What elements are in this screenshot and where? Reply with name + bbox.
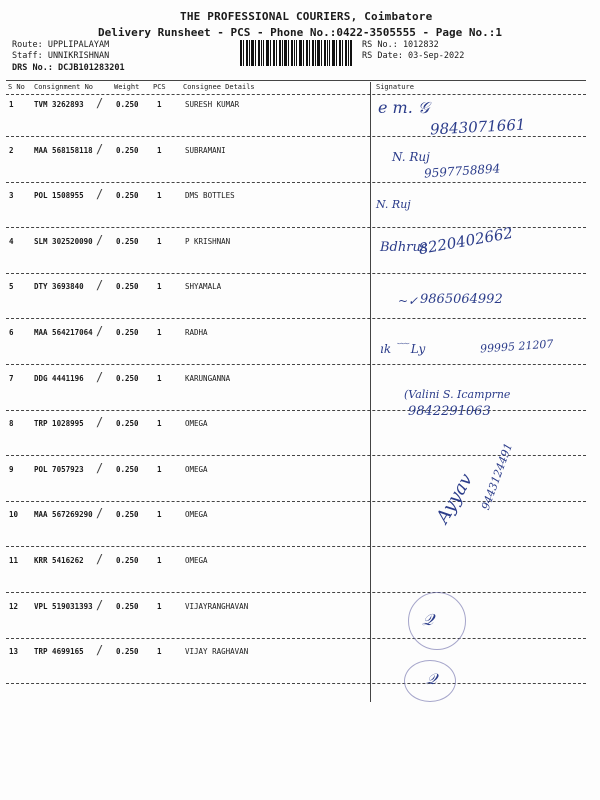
cell-consignment: TRP 4699165 bbox=[34, 647, 84, 657]
table-top-border bbox=[6, 80, 586, 81]
cell-sno: 11 bbox=[9, 556, 19, 565]
signature-column-divider bbox=[370, 82, 371, 702]
signature-row-1: e m. 𝒢 bbox=[378, 98, 430, 117]
runsheet-subtitle: Delivery Runsheet - PCS - Phone No.:0422-3505555 - Page No.:1 bbox=[98, 26, 502, 39]
row-divider bbox=[6, 136, 586, 137]
route-label: Route: UPPLIPALAYAM bbox=[12, 40, 110, 50]
row-divider bbox=[6, 364, 586, 365]
cell-pcs: 1 bbox=[157, 100, 162, 109]
handwritten-phone-row-2: 9597758894 bbox=[423, 161, 501, 181]
cell-pcs: 1 bbox=[157, 145, 162, 155]
handwritten-phone-row-5: 9865064992 bbox=[420, 292, 503, 307]
cell-consignment: MAA 567269290 bbox=[34, 510, 93, 520]
cell-pcs: 1 bbox=[157, 282, 162, 292]
row-divider bbox=[6, 182, 586, 183]
row-divider bbox=[6, 546, 586, 547]
cell-consignment: TRP 1028995 bbox=[34, 419, 84, 429]
cell-weight: 0.250 bbox=[116, 556, 139, 565]
cell-weight: 0.250 bbox=[116, 100, 139, 109]
cell-weight: 0.250 bbox=[116, 373, 139, 383]
cell-consignee: SUBRAMANI bbox=[185, 145, 226, 155]
rs-date: RS Date: 03-Sep-2022 bbox=[362, 51, 465, 61]
handwritten-phone-row-9: 9443124491 bbox=[478, 441, 516, 512]
check-mark-icon: / bbox=[96, 96, 104, 110]
signature-row-7: (Valini S. Icamprne bbox=[404, 388, 511, 401]
cell-weight: 0.250 bbox=[116, 601, 139, 611]
cell-weight: 0.250 bbox=[116, 419, 139, 429]
handwritten-phone-row-6: 99995 21207 bbox=[479, 337, 554, 356]
col-header-consignment: Consignment No bbox=[34, 83, 94, 91]
check-mark-icon: / bbox=[96, 460, 104, 475]
cell-pcs: 1 bbox=[157, 601, 162, 611]
cell-sno: 8 bbox=[9, 419, 14, 429]
cell-sno: 9 bbox=[9, 464, 14, 474]
check-mark-icon: / bbox=[96, 552, 104, 566]
header-divider bbox=[6, 94, 586, 95]
col-header-sno: S No bbox=[8, 83, 25, 91]
cell-consignment: MAA 564217064 bbox=[34, 328, 93, 337]
cell-consignee: VIJAY RAGHAVAN bbox=[185, 647, 249, 657]
cell-pcs: 1 bbox=[157, 373, 162, 383]
cell-consignee: P KRISHNAN bbox=[185, 236, 231, 246]
col-header-weight: Weight bbox=[114, 83, 140, 91]
runsheet-title: THE PROFESSIONAL COURIERS, Coimbatore bbox=[180, 10, 433, 23]
row-divider bbox=[6, 410, 586, 411]
cell-consignment: POL 1508955 bbox=[34, 191, 84, 201]
cell-pcs: 1 bbox=[157, 419, 162, 429]
check-mark-icon: / bbox=[96, 232, 104, 247]
row-divider bbox=[6, 501, 586, 502]
cell-consignment: MAA 568158118 bbox=[34, 145, 93, 155]
signature-row-6: ı᠎k ﹋ Ly bbox=[380, 342, 426, 356]
seal-stamp-row-12 bbox=[408, 592, 466, 650]
cell-sno: 5 bbox=[9, 282, 14, 292]
cell-consignment: VPL 519031393 bbox=[34, 601, 93, 611]
cell-weight: 0.250 bbox=[116, 282, 139, 292]
cell-pcs: 1 bbox=[157, 236, 162, 246]
cell-consignee: OMEGA bbox=[185, 556, 208, 565]
cell-sno: 6 bbox=[9, 328, 14, 337]
cell-pcs: 1 bbox=[157, 556, 162, 565]
cell-sno: 4 bbox=[9, 236, 14, 246]
cell-sno: 12 bbox=[9, 601, 19, 611]
cell-sno: 10 bbox=[9, 510, 19, 520]
row-divider bbox=[6, 638, 586, 639]
check-mark-icon: / bbox=[96, 415, 104, 430]
cell-consignee: DMS BOTTLES bbox=[185, 191, 235, 201]
row-divider bbox=[6, 273, 586, 274]
signature-row-3: N. Ruj bbox=[376, 198, 411, 211]
cell-weight: 0.250 bbox=[116, 510, 139, 520]
signature-row-13: 𝒬 bbox=[426, 670, 437, 688]
cell-weight: 0.250 bbox=[116, 647, 139, 657]
signature-row-5: ~✓ bbox=[398, 294, 419, 308]
cell-weight: 0.250 bbox=[116, 328, 139, 337]
cell-weight: 0.250 bbox=[116, 464, 139, 474]
cell-consignee: VIJAYRANGHAVAN bbox=[185, 601, 249, 611]
signature-row-2: N. Ruj bbox=[392, 150, 430, 164]
cell-consignment: DTY 3693840 bbox=[34, 282, 84, 292]
handwritten-phone-row-4: 8220402662 bbox=[417, 223, 515, 259]
cell-pcs: 1 bbox=[157, 464, 162, 474]
cell-sno: 2 bbox=[9, 145, 14, 155]
cell-consignee: SHYAMALA bbox=[185, 282, 222, 292]
drs-number: DRS No.: DCJB101283201 bbox=[12, 63, 125, 73]
col-header-consignee: Consignee Details bbox=[183, 83, 255, 91]
cell-consignee: SURESH KUMAR bbox=[185, 100, 240, 109]
cell-consignee: RADHA bbox=[185, 328, 208, 337]
rs-number: RS No.: 1012832 bbox=[362, 40, 439, 50]
row-divider bbox=[6, 318, 586, 319]
cell-consignee: OMEGA bbox=[185, 510, 208, 520]
check-mark-icon: / bbox=[96, 643, 104, 658]
cell-weight: 0.250 bbox=[116, 236, 139, 246]
barcode-image bbox=[240, 40, 352, 66]
cell-pcs: 1 bbox=[157, 191, 162, 201]
cell-sno: 7 bbox=[9, 373, 14, 383]
cell-sno: 3 bbox=[9, 191, 14, 201]
cell-consignment: KRR 5416262 bbox=[34, 556, 84, 565]
signature-row-9: Ayyav bbox=[432, 470, 478, 527]
cell-weight: 0.250 bbox=[116, 191, 139, 201]
check-mark-icon: / bbox=[96, 187, 104, 202]
col-header-pcs: PCS bbox=[153, 83, 166, 91]
handwritten-phone-row-7: 9842291063 bbox=[408, 404, 491, 419]
cell-pcs: 1 bbox=[157, 328, 162, 337]
row-divider bbox=[6, 683, 586, 684]
cell-consignment: SLM 302520090 bbox=[34, 236, 93, 246]
check-mark-icon: / bbox=[96, 141, 104, 156]
check-mark-icon: / bbox=[96, 324, 104, 338]
check-mark-icon: / bbox=[96, 369, 104, 384]
check-mark-icon: / bbox=[96, 278, 104, 293]
check-mark-icon: / bbox=[96, 597, 104, 612]
col-header-signature: Signature bbox=[376, 83, 414, 91]
cell-consignee: KARUNGANNA bbox=[185, 373, 231, 383]
cell-consignee: OMEGA bbox=[185, 464, 208, 474]
row-divider bbox=[6, 592, 586, 593]
cell-pcs: 1 bbox=[157, 510, 162, 520]
cell-pcs: 1 bbox=[157, 647, 162, 657]
cell-weight: 0.250 bbox=[116, 145, 139, 155]
check-mark-icon: / bbox=[96, 506, 104, 521]
signature-row-4: Bdhrus bbox=[380, 240, 428, 255]
cell-sno: 1 bbox=[9, 100, 14, 109]
cell-consignment: DDG 4441196 bbox=[34, 373, 84, 383]
staff-label: Staff: UNNIKRISHNAN bbox=[12, 51, 110, 61]
cell-consignment: TVM 3262893 bbox=[34, 100, 84, 109]
cell-sno: 13 bbox=[9, 647, 19, 657]
signature-row-12: 𝒬 bbox=[422, 610, 434, 629]
cell-consignee: OMEGA bbox=[185, 419, 208, 429]
handwritten-phone-row-1: 9843071661 bbox=[429, 115, 526, 139]
cell-consignment: POL 7057923 bbox=[34, 464, 84, 474]
